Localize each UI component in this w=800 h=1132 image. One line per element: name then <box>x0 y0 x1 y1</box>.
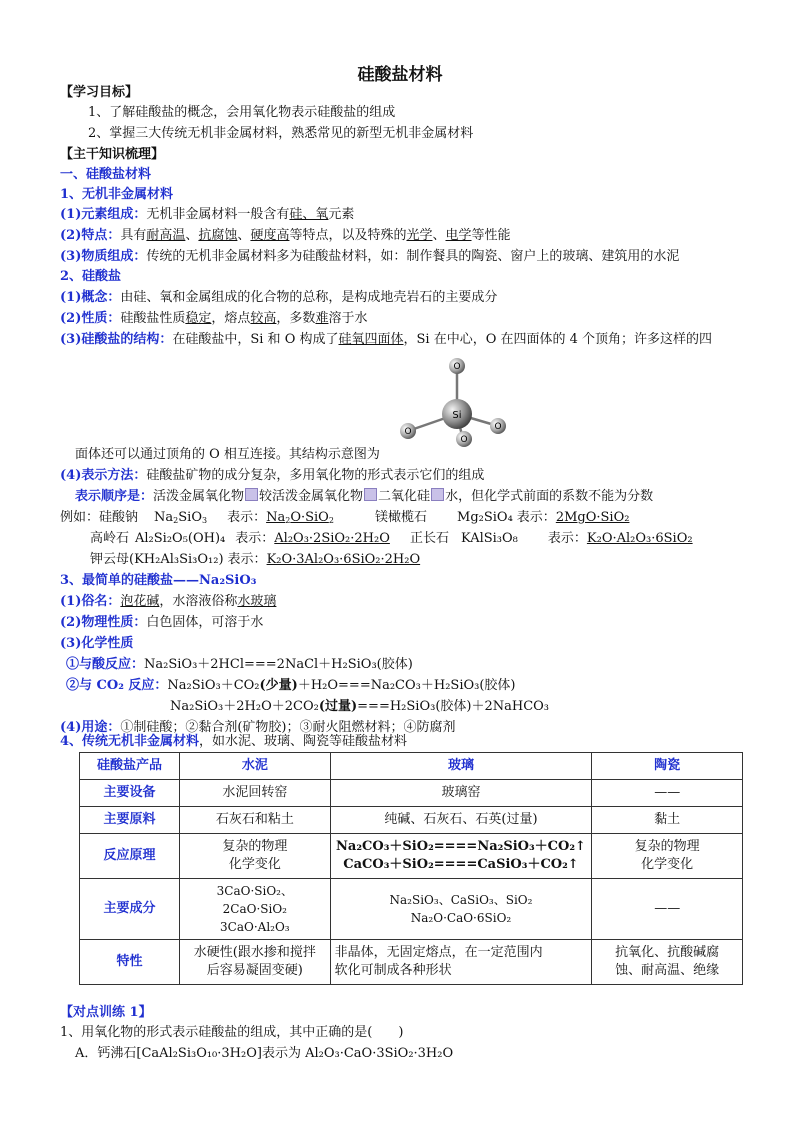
silicon-label: Si <box>452 410 462 421</box>
text: 等特点，以及特殊的 <box>289 228 407 243</box>
text: ①制硅酸；②黏合剂(矿物胶)；③耐火阻燃材料；④防腐剂 <box>120 720 456 735</box>
text: ，熔点 <box>211 311 251 326</box>
table-cell: 抗氧化、抗酸碱腐 蚀、耐高温、绝缘 <box>592 940 743 985</box>
text: ，如水泥、玻璃、陶瓷等硅酸盐材料 <box>199 734 408 749</box>
text: 例如：硅酸钠 <box>60 510 139 525</box>
label: ②与 CO₂ 反应： <box>66 678 168 693</box>
equation: ===H₂SiO₃(胶体)＋2NaHCO₃ <box>357 699 550 714</box>
formula: $Na_2SiO_3$ <box>154 510 208 525</box>
row-label: 反应原理 <box>80 834 180 879</box>
formula: (KH₂Al₃Si₃O₁₂) <box>129 552 224 567</box>
label: 表示顺序是： <box>75 489 154 504</box>
oxygen-label: O <box>460 435 468 445</box>
table-cell: 复杂的物理 化学变化 <box>592 834 743 879</box>
subsection-2-heading: 2、硅酸盐 <box>60 269 122 284</box>
example-muscovite <box>90 551 420 568</box>
concept-line <box>60 289 497 306</box>
arrow-icon <box>364 488 377 501</box>
label: (1)元素组成： <box>60 207 147 222</box>
table-cell: 非晶体，无固定熔点，在一定范围内 软化可制成各种形状 <box>330 940 592 985</box>
label: (1)概念： <box>60 290 121 305</box>
text: 、 <box>432 228 446 243</box>
underlined-answer: 泡花碱 <box>120 594 160 609</box>
oxygen-label: O <box>453 362 461 372</box>
underlined-answer: K₂O·3Al₂O₃·6SiO₂·2H₂O <box>266 552 421 567</box>
text: 活泼金属氧化物 <box>153 489 245 504</box>
structure-line <box>60 331 712 348</box>
underlined-answer: 抗腐蚀 <box>198 228 238 243</box>
label: (1)俗名： <box>60 594 121 609</box>
silicon-oxygen-tetrahedron-diagram <box>392 348 522 452</box>
text: 3、最简单的硅酸盐—— <box>60 573 200 588</box>
text: 元素 <box>328 207 355 222</box>
table-cell: 水泥回转窑 <box>180 780 331 807</box>
text: 二氧化硅 <box>378 489 431 504</box>
label: (2)特点： <box>60 228 121 243</box>
underlined-answer: 难 <box>315 311 329 326</box>
substance-composition-line <box>60 248 679 265</box>
arrow-icon <box>245 488 258 501</box>
oxygen-label: O <box>494 422 502 432</box>
representation-line <box>60 467 484 484</box>
equation: ＋H₂O===Na₂CO₃＋H₂SiO₃(胶体) <box>297 678 516 693</box>
table-cell: 黏土 <box>592 807 743 834</box>
formula: Mg₂SiO₄ <box>457 510 513 525</box>
oxygen-label: O <box>404 427 412 437</box>
table-row <box>80 807 743 834</box>
table-row <box>80 879 743 940</box>
text: 镁橄榄石 <box>375 510 428 525</box>
subsection-3-heading <box>60 572 256 589</box>
equation: Na₂SiO₃＋2HCl===2NaCl＋H₂SiO₃(胶体) <box>144 657 413 672</box>
practice-option-a: A．钙沸石[CaAl₂Si₃O₁₀·3H₂O]表示为 Al₂O₃·CaO·3SiO₂·3H₂O <box>75 1046 454 1061</box>
subsection-1-heading: 1、无机非金属材料 <box>60 187 174 202</box>
text: 水，但化学式前面的系数不能为分数 <box>445 489 654 504</box>
table-cell: 3CaO·SiO₂、 2CaO·SiO₂ 3CaO·Al₂O₃ <box>180 879 331 940</box>
order-line <box>75 488 653 505</box>
underlined-answer: 水玻璃 <box>237 594 277 609</box>
practice-header: 【对点训练 1】 <box>60 1005 152 1020</box>
table-row <box>80 940 743 985</box>
co2-reaction-line <box>66 677 516 694</box>
underlined-answer: 稳定 <box>185 311 212 326</box>
text: 等性能 <box>471 228 511 243</box>
row-label: 特性 <box>80 940 180 985</box>
table-cell: 水硬性(跟水掺和搅拌 后容易凝固变硬) <box>180 940 331 985</box>
text: 具有 <box>120 228 147 243</box>
underlined-answer: 硅、氧 <box>289 207 329 222</box>
table-cell: —— <box>592 780 743 807</box>
table-cell: Na₂SiO₃、CaSiO₃、SiO₂ Na₂O·CaO·6SiO₂ <box>330 879 592 940</box>
label: (4)用途： <box>60 720 121 735</box>
table-header-cell: 玻璃 <box>330 753 592 780</box>
table-cell: 石灰石和粘土 <box>180 807 331 834</box>
text: 较活泼金属氧化物 <box>259 489 364 504</box>
example-kaolinite <box>90 530 390 547</box>
underlined-answer: $Na_2O\cdot SiO_2$ <box>266 510 334 525</box>
label: (3)物质组成： <box>60 249 147 264</box>
table-row <box>80 834 743 879</box>
note: (少量) <box>259 678 298 693</box>
text: 由硅、氧和金属组成的化合物的总称，是构成地壳岩石的主要成分 <box>120 290 498 305</box>
label: (2)性质： <box>60 311 121 326</box>
text: ，水溶液俗称 <box>159 594 238 609</box>
row-label: 主要原料 <box>80 807 180 834</box>
note: (过量) <box>318 699 358 714</box>
table-header-cell: 陶瓷 <box>592 753 743 780</box>
label: ①与酸反应： <box>66 657 145 672</box>
underlined-answer: 硅氧四面体 <box>338 332 404 347</box>
practice-question: 1、用氧化物的形式表示硅酸盐的组成，其中正确的是( ) <box>60 1025 404 1040</box>
text: ，Si 在中心，O 在四面体的 4 个顶角；许多这样的四 <box>403 332 713 347</box>
section-1-heading: 一、硅酸盐材料 <box>60 167 152 182</box>
equation: Na₂SiO₃＋CO₂ <box>167 678 260 693</box>
underlined-answer: Al₂O₃·2SiO₂·2H₂O <box>274 531 390 546</box>
label: (4)表示方法： <box>60 468 147 483</box>
text: 、 <box>237 228 251 243</box>
table-header-row <box>80 753 743 780</box>
label: (3)硅酸盐的结构： <box>60 332 173 347</box>
text: 表示： <box>516 510 556 525</box>
text: 在硅酸盐中，Si 和 O 构成了 <box>172 332 339 347</box>
underlined-answer: 硬度高 <box>250 228 290 243</box>
underlined-answer: 2MgO·SiO₂ <box>555 510 630 525</box>
features-line <box>60 227 511 244</box>
text: 溶于水 <box>328 311 368 326</box>
table-cell: Na₂CO₃＋SiO₂====Na₂SiO₃＋CO₂↑ CaCO₃＋SiO₂====CaSiO₃＋CO₂↑ <box>330 834 592 879</box>
underlined-answer: 光学 <box>406 228 433 243</box>
goal-2: 2、掌握三大传统无机非金属材料，熟悉常见的新型无机非金属材料 <box>88 126 474 141</box>
tetrahedron-svg <box>392 348 522 448</box>
text: 硅酸盐性质 <box>120 311 186 326</box>
common-name-line <box>60 593 276 610</box>
text: 4、传统无机非金属材料 <box>60 734 200 749</box>
formula: Al₂Si₂O₅(OH)₄ <box>135 531 226 546</box>
goal-1: 1、了解硅酸盐的概念，会用氧化物表示硅酸盐的组成 <box>88 105 396 120</box>
page-title: 硅酸盐材料 <box>357 65 443 85</box>
properties-line <box>60 310 367 327</box>
text: 表示： <box>547 531 587 546</box>
underlined-answer: 电学 <box>445 228 472 243</box>
equation: Na₂SiO₃＋2H₂O＋2CO₂ <box>170 699 319 714</box>
physical-property-line <box>60 614 263 631</box>
text: 硅酸盐矿物的成分复杂，多用氧化物的形式表示它们的组成 <box>146 468 485 483</box>
example-line-1 <box>60 509 334 526</box>
text: 表示： <box>227 510 267 525</box>
example-orthoclase <box>410 530 693 547</box>
example-forsterite <box>375 509 629 526</box>
text: 无机非金属材料一般含有 <box>146 207 290 222</box>
row-label: 主要设备 <box>80 780 180 807</box>
underlined-answer: 较高 <box>250 311 277 326</box>
text: 表示： <box>227 552 267 567</box>
row-label: 主要成分 <box>80 879 180 940</box>
traditional-materials-table <box>79 752 743 985</box>
text: 白色固体，可溶于水 <box>146 615 264 630</box>
table-row <box>80 780 743 807</box>
acid-reaction-line <box>66 656 413 673</box>
underlined-answer: K₂O·Al₂O₃·6SiO₂ <box>586 531 693 546</box>
table-header-cell: 硅酸盐产品 <box>80 753 180 780</box>
subsection-4-heading <box>60 733 407 750</box>
goals-header: 【学习目标】 <box>60 85 139 100</box>
label: (2)物理性质： <box>60 615 147 630</box>
text: 钾云母 <box>90 552 130 567</box>
knowledge-header: 【主干知识梳理】 <box>60 147 165 162</box>
table-cell: —— <box>592 879 743 940</box>
text: 正长石 <box>410 531 450 546</box>
text: 传统的无机非金属材料多为硅酸盐材料，如：制作餐具的陶瓷、窗户上的玻璃、建筑用的水泥 <box>146 249 680 264</box>
table-header-cell: 水泥 <box>180 753 331 780</box>
text: ，多数 <box>276 311 316 326</box>
chemical-property-heading: (3)化学性质 <box>60 636 134 651</box>
text: 高岭石 <box>90 531 130 546</box>
underlined-answer: 耐高温 <box>146 228 186 243</box>
text: 表示： <box>235 531 275 546</box>
arrow-icon <box>431 488 444 501</box>
text: 、 <box>185 228 199 243</box>
co2-reaction-line-2 <box>170 698 549 715</box>
structure-line-continued: 面体还可以通过顶角的 O 相互连接。其结构示意图为 <box>75 447 380 462</box>
table-cell: 复杂的物理 化学变化 <box>180 834 331 879</box>
table-cell: 纯碱、石灰石、石英(过量) <box>330 807 592 834</box>
element-composition-line <box>60 206 354 223</box>
formula: KAlSi₃O₈ <box>461 531 518 546</box>
formula: Na₂SiO₃ <box>199 573 257 588</box>
table-cell: 玻璃窑 <box>330 780 592 807</box>
